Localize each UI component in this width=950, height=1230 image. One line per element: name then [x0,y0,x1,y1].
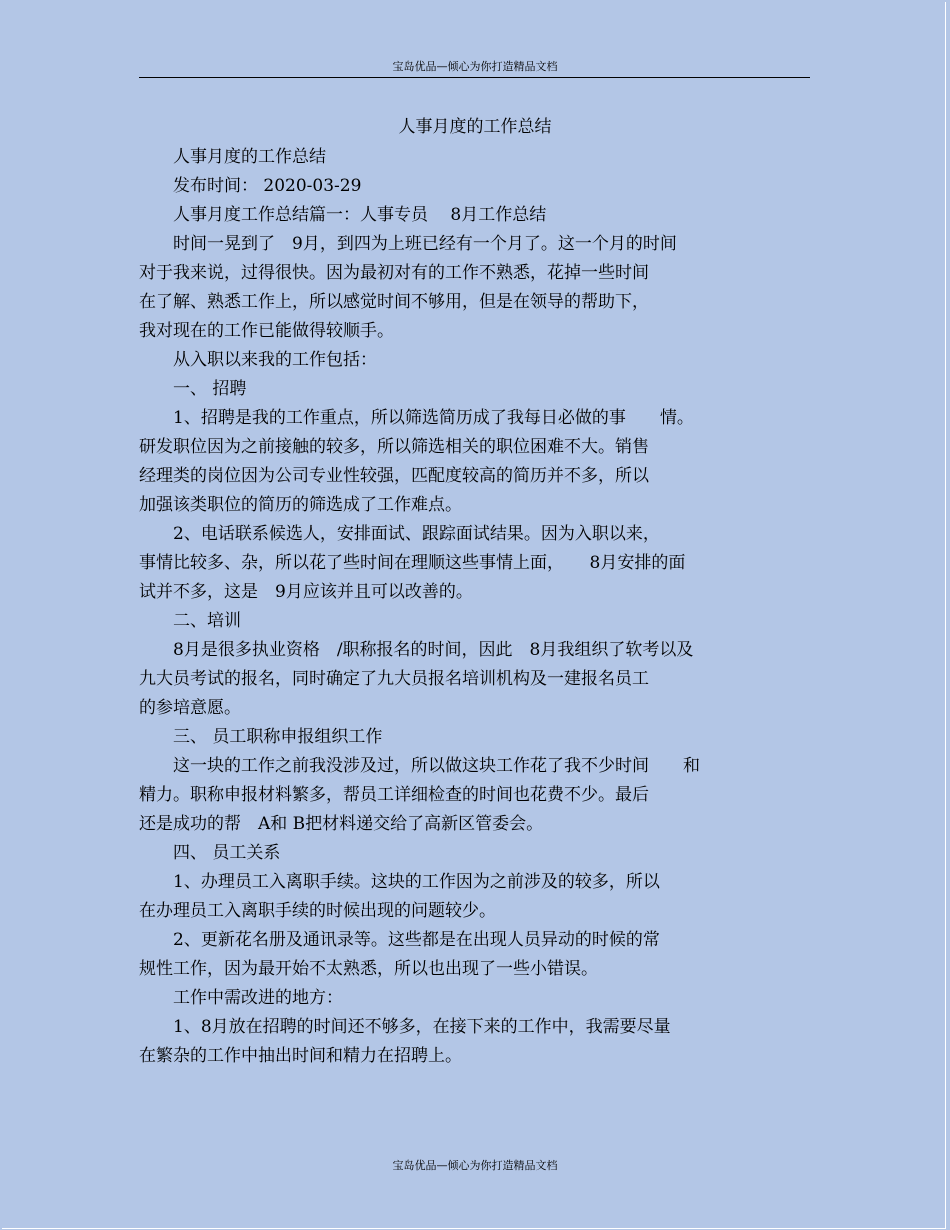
text-line: 经理类的岗位因为公司专业性较强，匹配度较高的简历并不多，所以 [139,466,649,486]
text-line: 人事月度工作总结篇一：人事专员 8月工作总结 [173,205,547,225]
text-line: 四、 员工关系 [173,843,281,863]
text-line: 2、更新花名册及通讯录等。这些都是在出现人员异动的时候的常 [173,930,660,950]
text-line: 二、培训 [173,611,241,631]
text-line: 1、招聘是我的工作重点，所以筛选简历成了我每日必做的事 情。 [173,408,694,428]
text-line: 加强该类职位的简历的筛选成了工作难点。 [139,495,462,515]
text-line: 精力。职称申报材料繁多，帮员工详细检查的时间也花费不少。最后 [139,785,649,805]
page-header: 宝岛优品—倾心为你打造精品文档 [392,60,558,73]
text-line: 2、电话联系候选人，安排面试、跟踪面试结果。因为入职以来， [173,524,660,544]
text-line: 工作中需改进的地方： [173,988,343,1008]
text-line: 三、 员工职称申报组织工作 [173,727,383,747]
text-line: 规性工作，因为最开始不太熟悉，所以也出现了一些小错误。 [139,959,598,979]
text-line: 发布时间： 2020-03-29 [173,176,362,196]
document-title: 人事月度的工作总结 [398,117,552,137]
text-line: 在繁杂的工作中抽出时间和精力在招聘上。 [139,1046,462,1066]
text-line: 我对现在的工作已能做得较顺手。 [139,321,394,341]
text-line: 试并不多，这是 9月应该并且可以改善的。 [139,582,473,602]
header-divider [139,77,810,78]
text-line: 1、办理员工入离职手续。这块的工作因为之前涉及的较多，所以 [173,872,660,892]
text-line: 8月是很多执业资格 /职称报名的时间，因此 8月我组织了软考以及 [173,640,694,660]
text-line: 一、 招聘 [173,379,247,399]
text-line: 1、8月放在招聘的时间还不够多，在接下来的工作中，我需要尽量 [173,1017,671,1037]
text-line: 在办理员工入离职手续的时候出现的问题较少。 [139,901,496,921]
text-line: 在了解、熟悉工作上，所以感觉时间不够用，但是在领导的帮助下， [139,292,649,312]
document-body [139,143,819,1071]
text-line: 九大员考试的报名，同时确定了九大员报名培训机构及一建报名员工 [139,669,649,689]
text-line: 这一块的工作之前我没涉及过，所以做这块工作花了我不少时间 和 [173,756,700,776]
page-footer: 宝岛优品—倾心为你打造精品文档 [392,1159,558,1172]
text-line: 的参培意愿。 [139,698,241,718]
text-line: 对于我来说，过得很快。因为最初对有的工作不熟悉，花掉一些时间 [139,263,649,283]
text-line: 事情比较多、杂，所以花了些时间在理顺这些事情上面， 8月安排的面 [139,553,686,573]
text-line: 研发职位因为之前接触的较多，所以筛选相关的职位困难不大。销售 [139,437,649,457]
text-line: 时间一晃到了 9月，到四为上班已经有一个月了。这一个月的时间 [173,234,677,254]
text-line: 从入职以来我的工作包括： [173,350,377,370]
text-line: 还是成功的帮 A和 B把材料递交给了高新区管委会。 [139,814,544,834]
text-line: 人事月度的工作总结 [173,147,326,167]
